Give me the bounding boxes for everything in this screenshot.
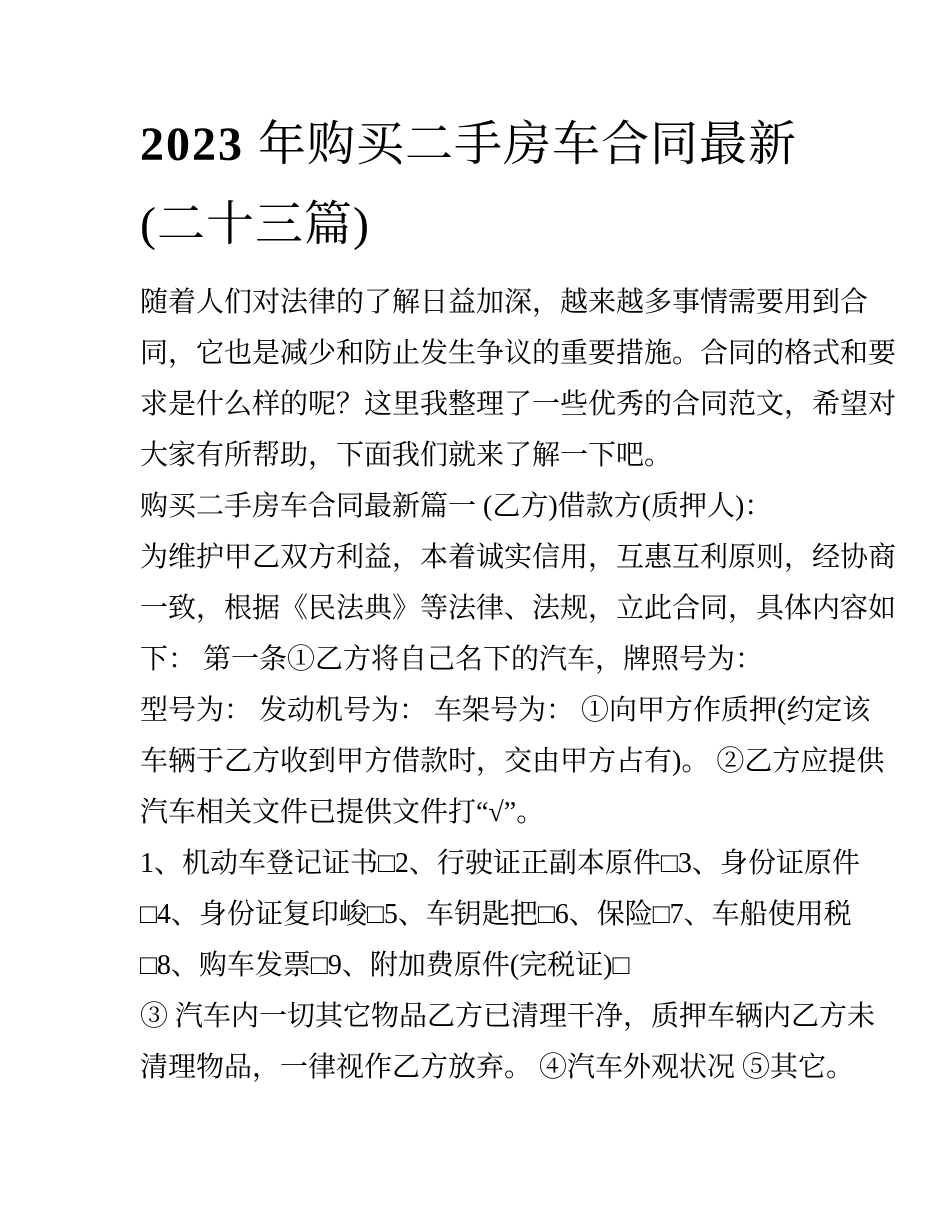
text-line: 清理物品，一律视作乙方放弃。 ④汽车外观状况 ⑤其它。: [140, 1052, 855, 1083]
text-line: 随着人们对法律的了解日益加深，越来越多事情需要用到合: [140, 287, 869, 318]
text-line: 为维护甲乙双方利益，本着诚实信用，互惠互利原则，经协商: [140, 542, 897, 573]
text-line: 一致，根据《民法典》等法律、法规，立此合同，具体内容如: [140, 593, 897, 624]
document-body: [140, 277, 900, 1093]
text-line: 购买二手房车合同最新篇一 (乙方)借款方(质押人)：: [140, 491, 773, 522]
paragraph-4: [140, 685, 900, 838]
text-line: 下： 第一条①乙方将自己名下的汽车，牌照号为：: [140, 644, 764, 675]
text-line: 求是什么样的呢？这里我整理了一些优秀的合同范文，希望对: [140, 389, 897, 420]
paragraph-6: [140, 991, 900, 1093]
text-line: 1、机动车登记证书□2、行驶证正副本原件□3、身份证原件: [140, 848, 860, 879]
text-line: □8、购车发票□9、附加费原件(完税证)□: [140, 950, 630, 981]
paragraph-3: [140, 532, 900, 685]
title-line-2: (二十三篇): [140, 198, 370, 251]
text-line: 型号为： 发动机号为： 车架号为： ①向甲方作质押(约定该: [140, 695, 871, 726]
text-line: 大家有所帮助，下面我们就来了解一下吧。: [140, 440, 673, 471]
text-line: 同，它也是减少和防止发生争议的重要措施。合同的格式和要: [140, 338, 897, 369]
paragraph-2: [140, 481, 900, 532]
document-title: [140, 105, 900, 265]
paragraph-1: [140, 277, 900, 481]
text-line: ③ 汽车内一切其它物品乙方已清理干净，质押车辆内乙方未: [140, 1001, 876, 1032]
text-line: 车辆于乙方收到甲方借款时，交由甲方占有)。 ②乙方应提供: [140, 746, 885, 777]
paragraph-5: [140, 838, 900, 991]
title-text: 年购买二手房车合同最新: [258, 118, 798, 171]
title-year: 2023: [140, 118, 244, 171]
text-line: 汽车相关文件已提供文件打“√”。: [140, 797, 545, 828]
text-line: □4、身份证复印峻□5、车钥匙把□6、保险□7、车船使用税: [140, 899, 852, 930]
title-line-1: [140, 105, 900, 185]
